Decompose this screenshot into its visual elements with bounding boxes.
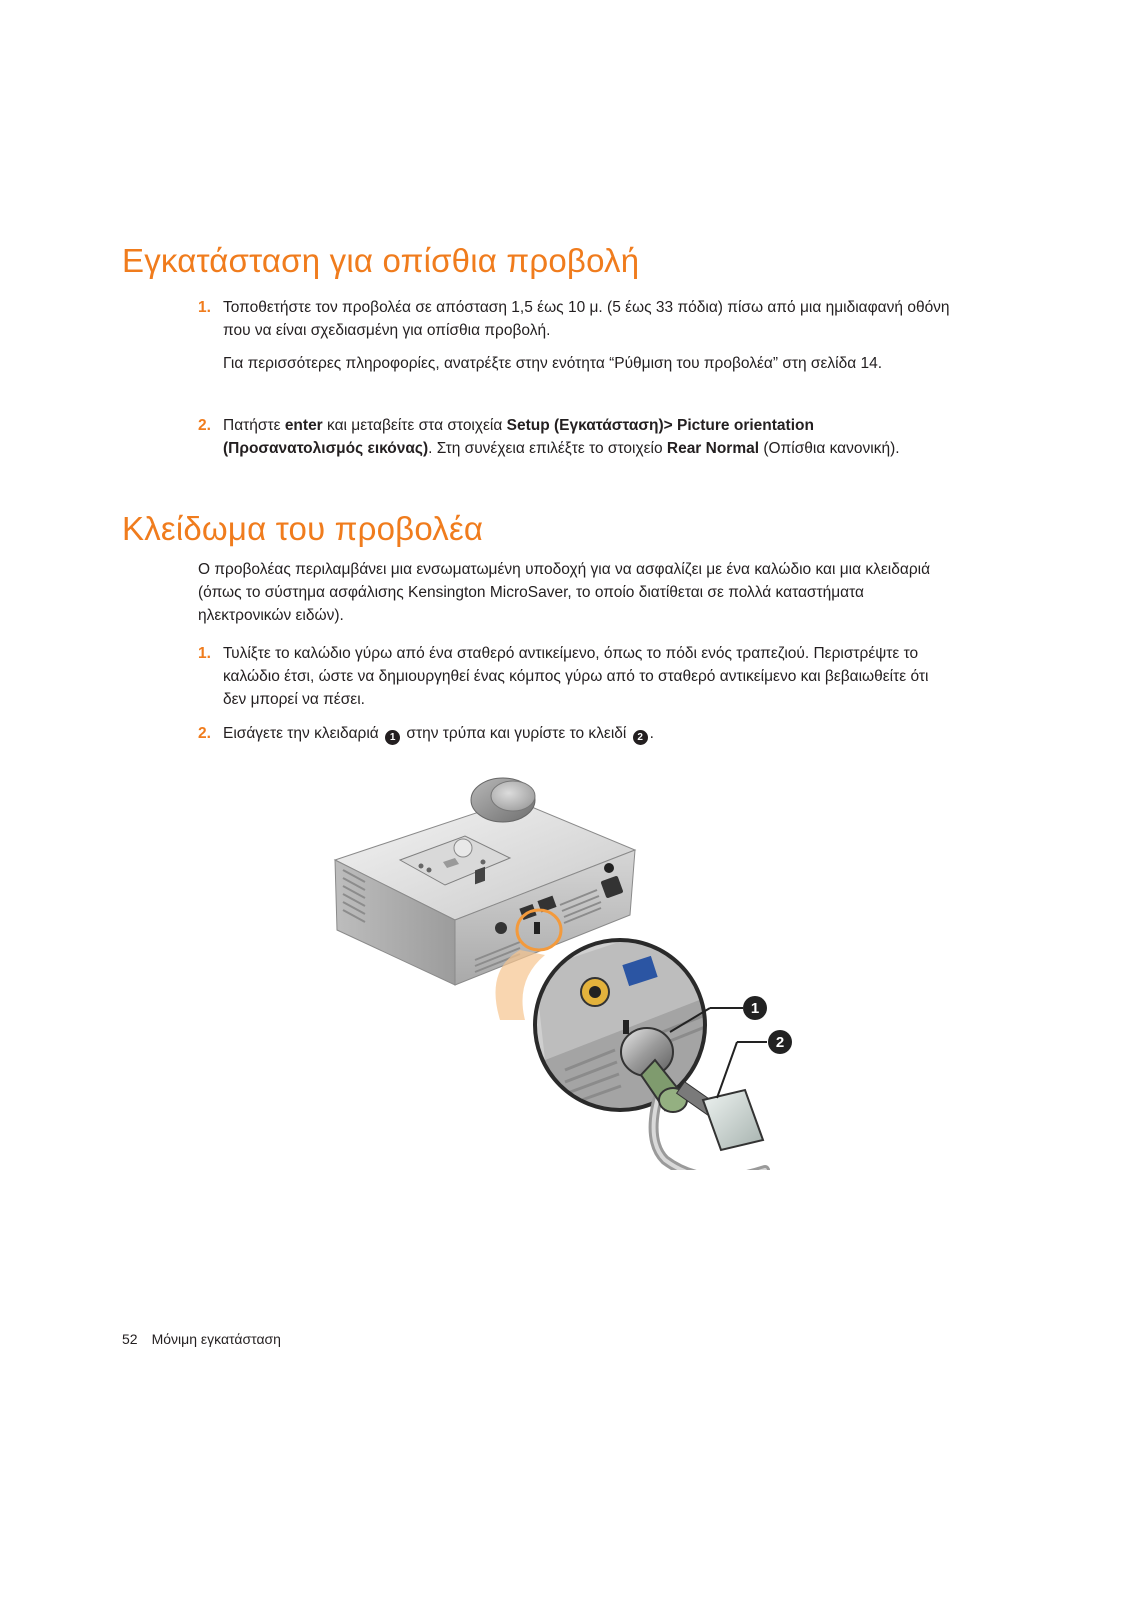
step-2-text: Πατήστε enter και μεταβείτε στα στοιχεία Setup (Εγκατάσταση)> Picture orientation (Προσανατολισμός εικόνας). Στη συνέχεια επιλέξτε το στοιχείο Rear Normal (Οπίσθια κανονική). <box>223 417 900 457</box>
menu-path: Setup (Εγκατάσταση)> Picture orientation (Προσανατολισμός εικόνας) <box>223 417 814 457</box>
enter-key-label: enter <box>284 417 323 434</box>
lock-intro-text: Ο προβολέας περιλαμβάνει μια ενσωματωμένη υποδοχή για να ασφαλίζει με ένα καλώδιο και μια κλειδαριά (όπως το σύστημα ασφάλισης Kensington MicroSaver, το οποίο διατίθεται σε πολλά καταστήματα ηλεκτρονικών ειδών). <box>198 561 931 624</box>
projector-lock-illustration <box>325 770 805 1170</box>
page-number: 52 <box>122 1331 138 1347</box>
step-number: 2. <box>198 725 211 742</box>
lock-step-1-text: Τυλίξτε το καλώδιο γύρω από ένα σταθερό αντικείμενο, όπως το πόδι ενός τραπεζιού. Περιστρέψτε το καλώδιο έτσι, ώστε να δημιουργηθεί ένας κόμπος γύρω από το σταθερό αντικείμενο και βεβαιωθείτε ότι δεν μπορεί να πέσει. <box>223 645 929 708</box>
callout-badge-2: 2 <box>633 730 648 745</box>
callout-badge-1: 1 <box>385 730 400 745</box>
step-1-text: Τοποθετήστε τον προβολέα σε απόσταση 1,5 έως 10 μ. (5 έως 33 πόδια) πίσω από μια ημιδιαφανή οθόνη που να είναι σχεδιασμένη για οπίσθια προβολή. <box>223 299 950 339</box>
step-1-note: Για περισσότερες πληροφορίες, ανατρέξτε στην ενότητα “Ρύθμιση του προβολέα” στη σελίδα 14. <box>223 355 883 372</box>
callout-label-1: 1 <box>750 1000 760 1017</box>
lock-step-2-text: Εισάγετε την κλειδαριά 1 στην τρύπα και γυρίστε το κλειδί 2 . <box>223 725 654 743</box>
chapter-name: Μόνιμη εγκατάσταση <box>151 1331 281 1347</box>
section-title-lock-projector: Κλείδωμα του προβολέα <box>122 510 484 547</box>
callout-label-2: 2 <box>775 1034 785 1051</box>
page-footer <box>122 1331 281 1347</box>
section-title-rear-projection: Εγκατάσταση για οπίσθια προβολή <box>122 242 640 279</box>
step-number: 1. <box>198 645 211 662</box>
step-number: 2. <box>198 417 211 434</box>
step-number: 1. <box>198 299 211 316</box>
rear-normal-option: Rear Normal <box>666 440 760 457</box>
